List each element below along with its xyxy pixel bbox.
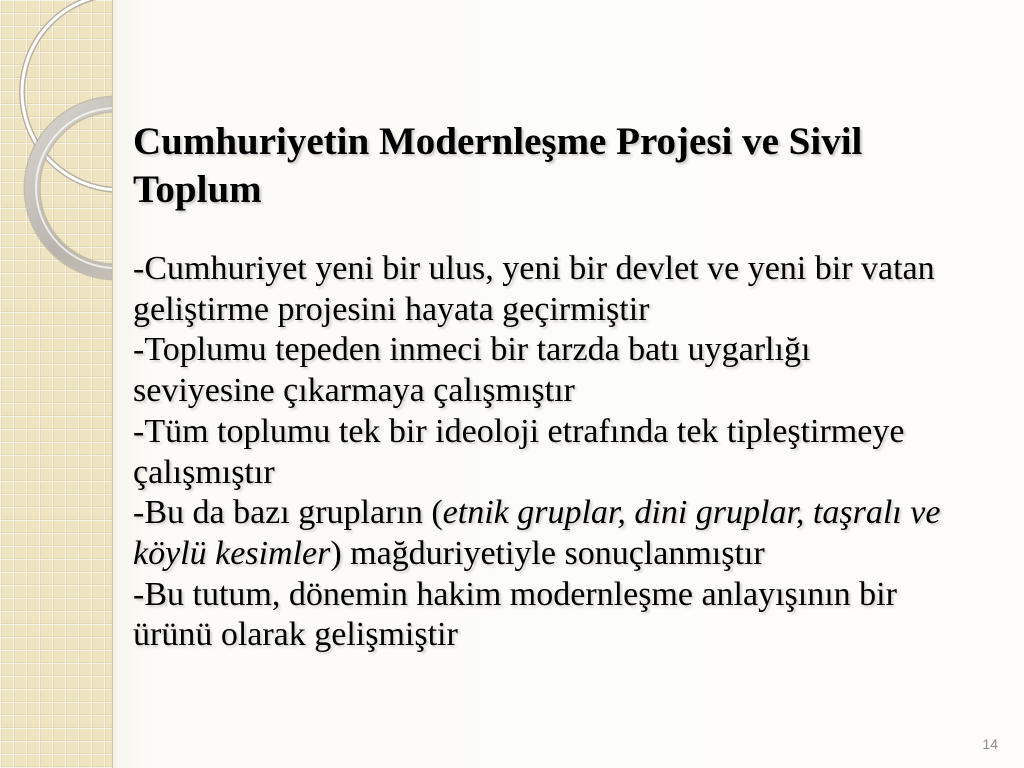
bullet-line: çalışmıştır: [133, 453, 275, 491]
slide-body: [133, 249, 993, 656]
bullet-line: [133, 534, 993, 575]
bullet-line: ürünü olarak gelişmiştir: [133, 616, 458, 654]
bullet-line: -Tüm toplumu tek bir ideoloji etrafında tek tipleştirmeye: [133, 412, 905, 450]
bullet-emphasis-text: etnik gruplar, dini gruplar, taşralı ve: [442, 494, 941, 532]
bullet-tail-text: ) mağduriyetiyle sonuçlanmıştır: [330, 534, 765, 572]
bullet-line: seviyesine çıkarmaya çalışmıştır: [133, 372, 575, 410]
slide-title: Cumhuriyetin Modernleşme Projesi ve Sivil Toplum: [133, 120, 863, 211]
decorative-sidebar: [0, 0, 112, 768]
page-number: 14: [982, 736, 998, 752]
bullet-line: [133, 493, 993, 534]
bullet-3: [133, 412, 993, 493]
bullet-4: [133, 493, 993, 574]
bullet-emphasis-text: köylü kesimler: [133, 534, 331, 572]
bullet-5: [133, 575, 993, 656]
bullet-line: -Cumhuriyet yeni bir ulus, yeni bir devlet ve yeni bir vatan: [133, 250, 935, 287]
decorative-rings-graphic: [0, 0, 112, 768]
bullet-line: -Toplumu tepeden inmeci bir tarzda batı uygarlığı: [133, 331, 811, 369]
bullet-1: [133, 249, 993, 330]
bullet-line: geliştirme projesini hayata geçirmiştir: [133, 290, 650, 328]
bullet-line: -Bu tutum, dönemin hakim modernleşme anlayışının bir: [133, 575, 897, 613]
bullet-lead-text: -Bu da bazı grupların (: [133, 494, 443, 532]
bullet-2: [133, 330, 993, 411]
